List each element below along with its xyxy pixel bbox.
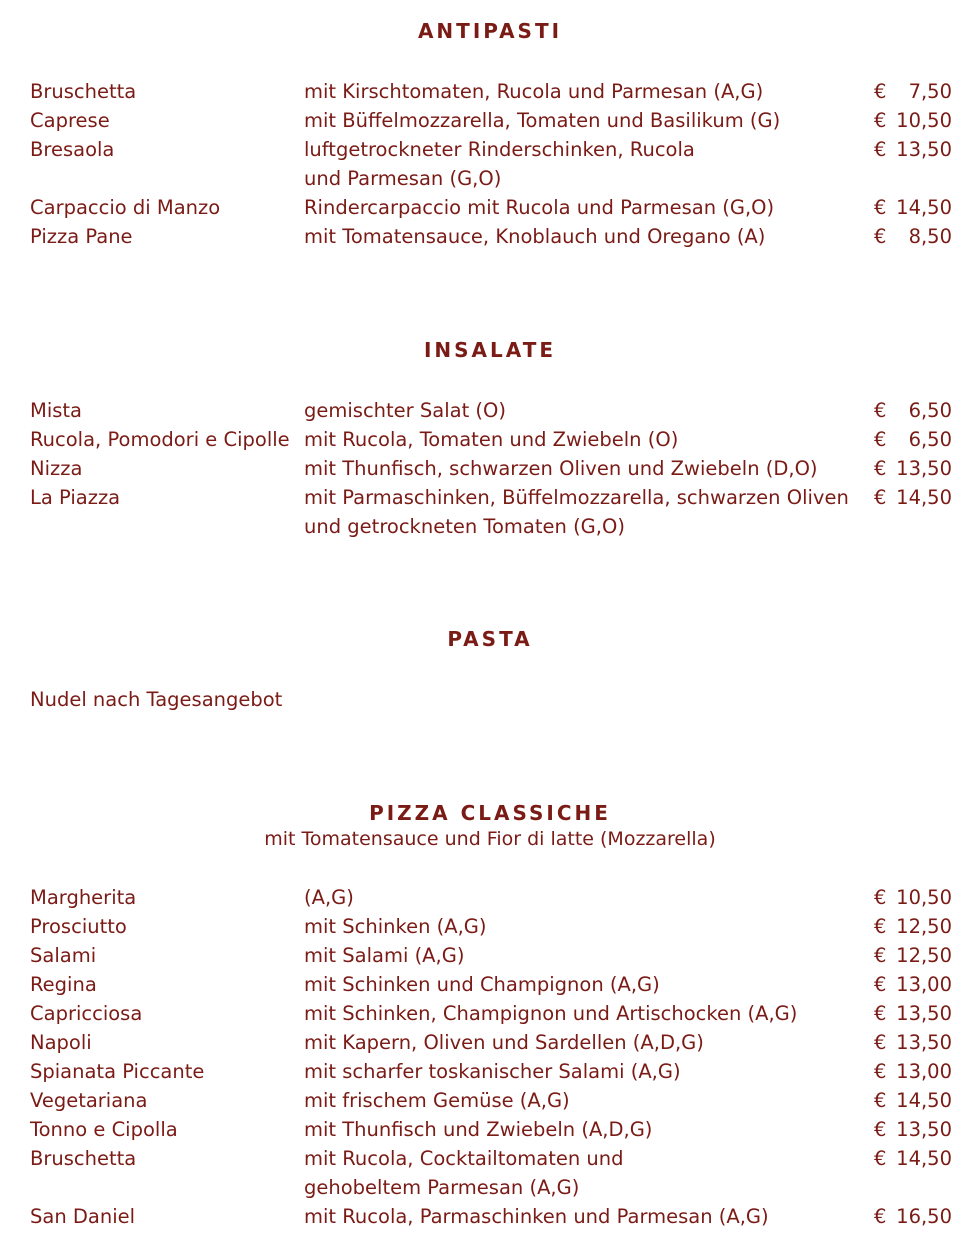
menu-item <box>0 1057 980 1086</box>
item-description-line: mit Büffelmozzarella, Tomaten und Basilikum (G) <box>304 109 781 132</box>
item-description <box>304 77 844 106</box>
section-title: PIZZA CLASSICHE <box>369 801 611 825</box>
price-amount: 8,50 <box>908 225 952 248</box>
item-name: Vegetariana <box>30 1089 148 1112</box>
item-name: Salami <box>30 944 97 967</box>
item-description <box>304 970 844 999</box>
menu-item <box>0 106 980 135</box>
currency-symbol: € <box>874 1118 887 1141</box>
item-name: Mista <box>30 399 82 422</box>
section-pasta <box>0 627 980 714</box>
menu-item <box>0 999 980 1028</box>
section-title: PASTA <box>447 627 533 651</box>
item-description <box>304 454 844 483</box>
item-description <box>304 1202 844 1231</box>
item-name: La Piazza <box>30 486 121 509</box>
item-description <box>304 883 844 912</box>
price-amount: 6,50 <box>908 428 952 451</box>
item-description-line: mit Parmaschinken, Büffelmozzarella, schwarzen Oliven <box>304 486 849 509</box>
menu-item <box>0 941 980 970</box>
item-description-line: gehobeltem Parmesan (A,G) <box>304 1176 580 1199</box>
item-name: Capricciosa <box>30 1002 143 1025</box>
menu-item <box>0 77 980 106</box>
currency-symbol: € <box>874 399 887 422</box>
item-description-line: mit Salami (A,G) <box>304 944 465 967</box>
section-antipasti <box>0 19 980 251</box>
currency-symbol: € <box>874 457 887 480</box>
price-amount: 13,50 <box>896 1031 952 1054</box>
currency-symbol: € <box>874 1089 887 1112</box>
item-description-line: mit Rucola, Parmaschinken und Parmesan (A,G) <box>304 1205 769 1228</box>
item-name: Margherita <box>30 886 137 909</box>
price-amount: 10,50 <box>896 109 952 132</box>
item-description-line: luftgetrockneter Rinderschinken, Rucola <box>304 138 695 161</box>
item-description <box>304 222 844 251</box>
price-amount: 14,50 <box>896 486 952 509</box>
item-description <box>304 135 844 193</box>
menu-item <box>0 970 980 999</box>
currency-symbol: € <box>874 138 887 161</box>
item-description <box>304 1057 844 1086</box>
price-amount: 13,50 <box>896 138 952 161</box>
menu-item <box>0 1144 980 1202</box>
item-name: Bruschetta <box>30 1147 137 1170</box>
item-name: Spianata Piccante <box>30 1060 205 1083</box>
item-name: Napoli <box>30 1031 92 1054</box>
item-description-line: mit Schinken, Champignon und Artischocken (A,G) <box>304 1002 798 1025</box>
price-amount: 12,50 <box>896 915 952 938</box>
item-description-line: gemischter Salat (O) <box>304 399 506 422</box>
item-description <box>304 941 844 970</box>
menu-item <box>0 193 980 222</box>
section-title: ANTIPASTI <box>417 19 563 43</box>
menu-item <box>0 1202 980 1231</box>
item-name: Carpaccio di Manzo <box>30 196 221 219</box>
price-amount: 13,50 <box>896 1002 952 1025</box>
price-amount: 13,50 <box>896 457 952 480</box>
section-insalate <box>0 338 980 541</box>
item-description <box>304 1144 844 1202</box>
item-description <box>304 912 844 941</box>
currency-symbol: € <box>874 80 887 103</box>
menu-item <box>0 685 980 714</box>
item-description <box>304 193 844 222</box>
price-amount: 12,50 <box>896 944 952 967</box>
item-list <box>0 685 980 714</box>
item-list <box>0 883 980 1231</box>
item-description-line: mit Kirschtomaten, Rucola und Parmesan (A,G) <box>304 80 764 103</box>
item-description-line: und getrockneten Tomaten (G,O) <box>304 515 625 538</box>
currency-symbol: € <box>874 109 887 132</box>
item-name: Nudel nach Tagesangebot <box>30 688 283 711</box>
item-description-line: mit Rucola, Cocktailtomaten und <box>304 1147 624 1170</box>
item-description-line: mit scharfer toskanischer Salami (A,G) <box>304 1060 681 1083</box>
menu-item <box>0 454 980 483</box>
menu-item <box>0 912 980 941</box>
item-list <box>0 396 980 541</box>
item-description <box>304 1115 844 1144</box>
item-name: Regina <box>30 973 97 996</box>
item-description <box>304 1028 844 1057</box>
currency-symbol: € <box>874 196 887 219</box>
price-amount: 13,50 <box>896 1118 952 1141</box>
item-description-line: mit Schinken und Champignon (A,G) <box>304 973 660 996</box>
item-name: Tonno e Cipolla <box>30 1118 178 1141</box>
item-name: Nizza <box>30 457 83 480</box>
currency-symbol: € <box>874 225 887 248</box>
item-name: Rucola, Pomodori e Cipolle <box>30 428 290 451</box>
section-pizza-classiche <box>0 801 980 1231</box>
item-name: Prosciutto <box>30 915 127 938</box>
currency-symbol: € <box>874 973 887 996</box>
menu-item <box>0 483 980 541</box>
item-description-line: mit Kapern, Oliven und Sardellen (A,D,G) <box>304 1031 704 1054</box>
item-description-line: (A,G) <box>304 886 354 909</box>
currency-symbol: € <box>874 428 887 451</box>
item-description <box>304 106 844 135</box>
item-description <box>304 999 844 1028</box>
item-description <box>304 1086 844 1115</box>
item-description-line: mit Thunfisch und Zwiebeln (A,D,G) <box>304 1118 653 1141</box>
section-title: INSALATE <box>423 338 557 362</box>
item-description-line: mit Thunfisch, schwarzen Oliven und Zwiebeln (D,O) <box>304 457 818 480</box>
item-list <box>0 77 980 251</box>
item-name: Pizza Pane <box>30 225 133 248</box>
currency-symbol: € <box>874 1031 887 1054</box>
menu-item <box>0 1028 980 1057</box>
price-amount: 7,50 <box>908 80 952 103</box>
item-name: Bruschetta <box>30 80 137 103</box>
item-description-line: mit Rucola, Tomaten und Zwiebeln (O) <box>304 428 679 451</box>
price-amount: 6,50 <box>908 399 952 422</box>
item-description <box>304 425 844 454</box>
currency-symbol: € <box>874 486 887 509</box>
price-amount: 10,50 <box>896 886 952 909</box>
currency-symbol: € <box>874 886 887 909</box>
menu-item <box>0 1086 980 1115</box>
price-amount: 14,50 <box>896 1147 952 1170</box>
item-description <box>304 483 849 541</box>
currency-symbol: € <box>874 944 887 967</box>
menu-item <box>0 425 980 454</box>
price-amount: 14,50 <box>896 1089 952 1112</box>
item-name: San Daniel <box>30 1205 136 1228</box>
item-description-line: mit Tomatensauce, Knoblauch und Oregano (A) <box>304 225 766 248</box>
menu-item <box>0 883 980 912</box>
currency-symbol: € <box>874 1002 887 1025</box>
currency-symbol: € <box>874 1205 887 1228</box>
currency-symbol: € <box>874 1147 887 1170</box>
item-name: Bresaola <box>30 138 115 161</box>
section-subtitle: mit Tomatensauce und Fior di latte (Mozzarella) <box>264 828 716 850</box>
currency-symbol: € <box>874 1060 887 1083</box>
menu-item <box>0 1115 980 1144</box>
price-amount: 13,00 <box>896 1060 952 1083</box>
currency-symbol: € <box>874 915 887 938</box>
item-description-line: und Parmesan (G,O) <box>304 167 502 190</box>
menu-item <box>0 396 980 425</box>
item-name: Caprese <box>30 109 110 132</box>
item-description <box>304 396 844 425</box>
item-description-line: mit Schinken (A,G) <box>304 915 487 938</box>
menu-item <box>0 222 980 251</box>
item-description-line: Rindercarpaccio mit Rucola und Parmesan (G,O) <box>304 196 775 219</box>
price-amount: 13,00 <box>896 973 952 996</box>
price-amount: 14,50 <box>896 196 952 219</box>
menu-item <box>0 135 980 193</box>
price-amount: 16,50 <box>896 1205 952 1228</box>
item-description-line: mit frischem Gemüse (A,G) <box>304 1089 570 1112</box>
